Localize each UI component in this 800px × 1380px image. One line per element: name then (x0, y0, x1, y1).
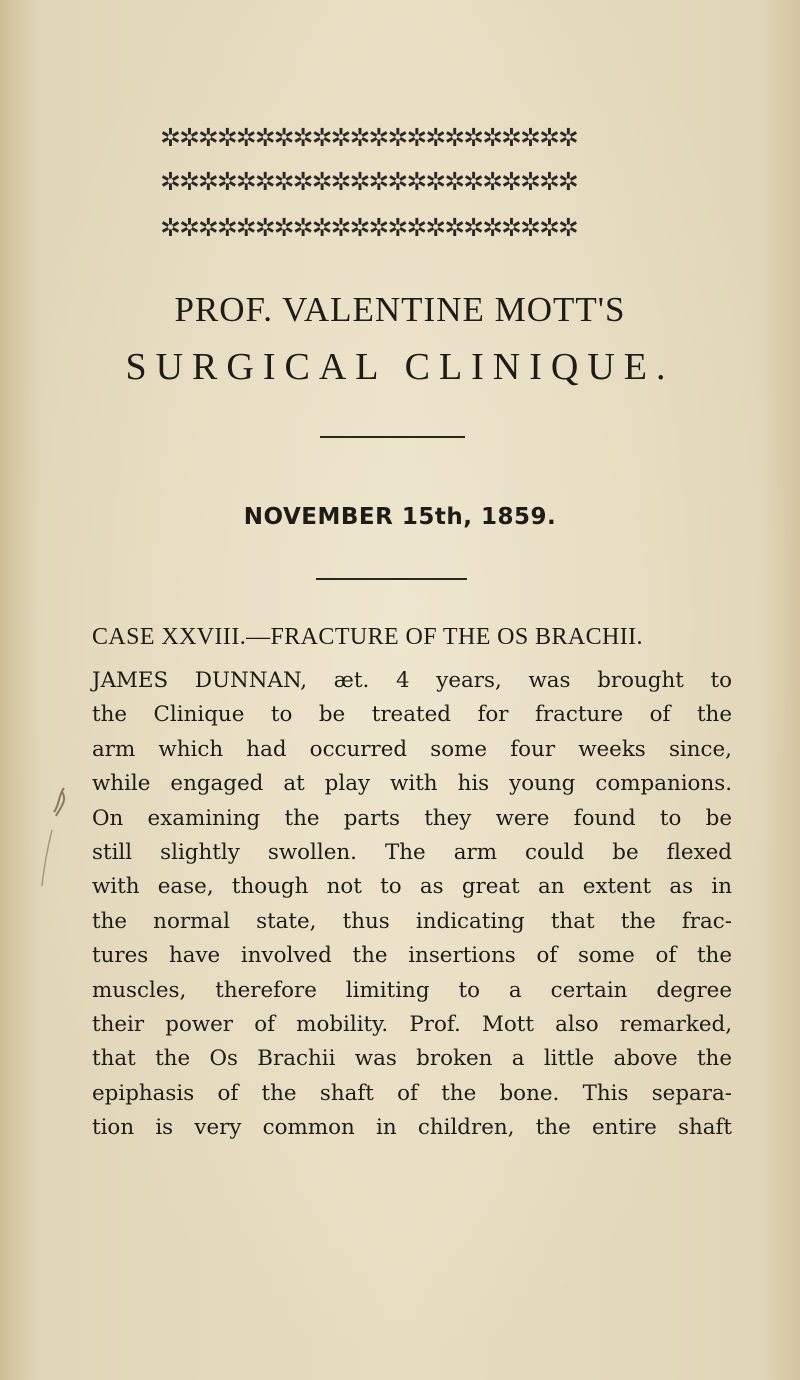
case-body (92, 664, 732, 1146)
text-line: the Clinique to be treated for fracture of the (92, 702, 732, 728)
ornamental-border (160, 120, 706, 250)
text-line: with ease, though not to as great an extent as in (92, 874, 732, 900)
text-line: that the Os Brachii was broken a little above the (92, 1046, 732, 1072)
ornament-row: ✲✲✲✲✲✲✲✲✲✲✲✲✲✲✲✲✲✲✲✲✲✲ (160, 167, 577, 196)
text-line: epiphasis of the shaft of the bone. This separa- (92, 1080, 732, 1106)
title-line-1: PROF. VALENTINE MOTT'S (174, 290, 626, 329)
divider-rule (320, 436, 465, 438)
date-line: NOVEMBER 15th, 1859. (243, 504, 557, 530)
text-line: arm which had occurred some four weeks since, (92, 736, 732, 762)
text-line: On examining the parts they were found to be (92, 805, 732, 831)
pencil-mark (38, 786, 78, 986)
case-heading: CASE XXVIII.—FRACTURE OF THE OS BRACHII. (92, 624, 643, 650)
text-line: while engaged at play with his young companions. (92, 771, 732, 797)
text-line: JAMES DUNNAN, æt. 4 years, was brought to (92, 668, 732, 693)
text-line: muscles, therefore limiting to a certain degree (92, 977, 732, 1003)
text-line: still slightly swollen. The arm could be flexed (92, 840, 732, 866)
text-line: their power of mobility. Prof. Mott also remarked, (92, 1012, 732, 1038)
text-line: tures have involved the insertions of some of the (92, 943, 732, 969)
divider-rule (316, 578, 467, 580)
ornament-row: ✲✲✲✲✲✲✲✲✲✲✲✲✲✲✲✲✲✲✲✲✲✲ (160, 123, 577, 152)
text-line: tion is very common in children, the entire shaft (92, 1115, 732, 1141)
title-line-2: SURGICAL CLINIQUE. (125, 346, 675, 388)
text-line: the normal state, thus indicating that the frac- (92, 908, 732, 934)
ornament-row: ✲✲✲✲✲✲✲✲✲✲✲✲✲✲✲✲✲✲✲✲✲✲ (160, 213, 577, 242)
